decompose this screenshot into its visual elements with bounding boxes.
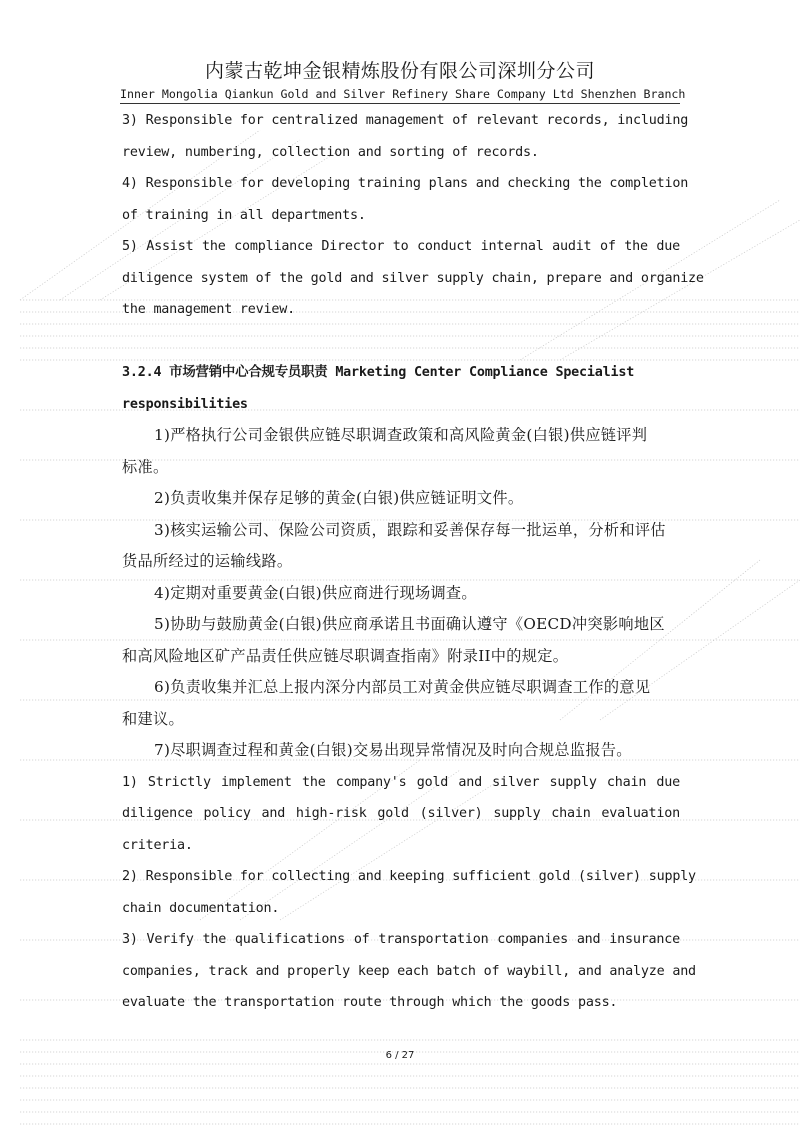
company-name-en: Inner Mongolia Qiankun Gold and Silver Refinery Share Company Ltd Shenzhen Branch: [120, 87, 686, 101]
text-line: evaluate the transportation route through which the goods pass.: [122, 995, 618, 1010]
text-line: 1) Strictly implement the company's gold and silver supply chain due: [122, 774, 680, 790]
text-line: 6)负责收集并汇总上报内深分内部员工对黄金供应链尽职调查工作的意见: [154, 678, 651, 696]
text-line: 和建议。: [122, 709, 184, 728]
text-line: 1)严格执行公司金银供应链尽职调查政策和高风险黄金(白银)供应链评判: [154, 426, 648, 444]
text-line: diligence policy and high-risk gold (silver) supply chain evaluation: [122, 806, 680, 821]
section-heading-cont: responsibilities: [122, 396, 248, 412]
page-number: 6 / 27: [385, 1050, 415, 1061]
paragraph-gap: [122, 326, 680, 358]
text-line: 3) Responsible for centralized management of relevant records, including: [122, 113, 689, 128]
text-line: 标准。: [122, 457, 169, 476]
text-line: chain documentation.: [122, 900, 280, 916]
text-line: 和高风险地区矿产品责任供应链尽职调查指南》附录II中的规定。: [122, 646, 569, 665]
text-line: the management review.: [122, 302, 295, 317]
text-line: 3)核实运输公司、保险公司资质，跟踪和妥善保存每一批运单，分析和评估: [154, 520, 666, 539]
page-header: [120, 58, 686, 102]
text-line: 2) Responsible for collecting and keeping sufficient gold (silver) supply: [122, 869, 696, 884]
text-line: 5) Assist the compliance Director to conduct internal audit of the due: [122, 239, 680, 254]
text-line: 7)尽职调查过程和黄金(白银)交易出现异常情况及时向合规总监报告。: [154, 741, 632, 759]
document-body: [122, 105, 704, 1019]
section-heading: 3.2.4 市场营销中心合规专员职责 Marketing Center Compliance Specialist: [122, 365, 635, 380]
text-line: of training in all departments.: [122, 207, 366, 223]
text-line: 4) Responsible for developing training plans and checking the completion: [122, 176, 689, 191]
text-line: 3) Verify the qualifications of transportation companies and insurance: [122, 932, 680, 947]
text-line: criteria.: [122, 837, 193, 853]
text-line: review, numbering, collection and sorting of records.: [122, 144, 539, 160]
text-line: 货品所经过的运输线路。: [122, 552, 293, 570]
text-line: diligence system of the gold and silver supply chain, prepare and organize: [122, 270, 704, 286]
company-name-cn: 内蒙古乾坤金银精炼股份有限公司深圳分公司: [204, 60, 595, 82]
header-divider: [120, 103, 680, 104]
text-line: 2)负责收集并保存足够的黄金(白银)供应链证明文件。: [154, 489, 524, 507]
text-line: 4)定期对重要黄金(白银)供应商进行现场调查。: [154, 583, 477, 602]
text-line: companies, track and properly keep each batch of waybill, and analyze and: [122, 963, 696, 979]
text-line: 5)协助与鼓励黄金(白银)供应商承诺且书面确认遵守《OECD冲突影响地区: [154, 615, 665, 633]
